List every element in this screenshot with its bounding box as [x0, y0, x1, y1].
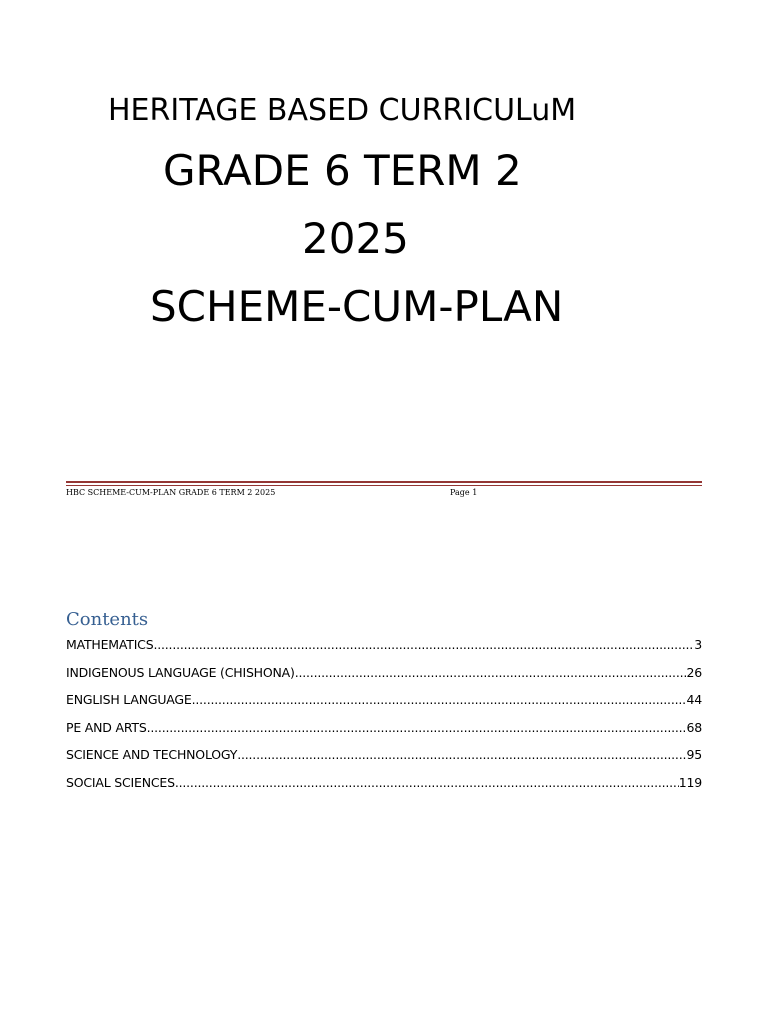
toc-entry-page-number: 68	[686, 719, 702, 735]
toc-entry-label: MATHEMATICS	[66, 637, 154, 652]
toc-entry-page-number: 3	[694, 637, 702, 652]
toc-entry-label: SOCIAL SCIENCES	[66, 774, 175, 790]
toc-entry[interactable]	[66, 747, 702, 775]
toc-entry-label: SCIENCE AND TECHNOLOGY	[66, 747, 238, 763]
toc-entry[interactable]	[66, 637, 702, 665]
toc-entry-label: PE AND ARTS	[66, 719, 147, 735]
footer-rule-thin	[66, 485, 702, 486]
toc-entry[interactable]	[66, 720, 702, 748]
toc-dot-leader	[295, 665, 687, 680]
document-title-line-2: GRADE 6 TERM 2	[163, 146, 522, 195]
footer-page-number: Page 1	[450, 488, 478, 497]
toc-dot-leader	[175, 775, 679, 790]
toc-entry[interactable]	[66, 775, 702, 803]
toc-entry-label: ENGLISH LANGUAGE	[66, 692, 192, 708]
toc-entry-page-number: 44	[686, 692, 702, 708]
toc-entry-page-number: 95	[686, 747, 702, 763]
table-of-contents	[66, 637, 702, 803]
toc-dot-leader	[237, 747, 686, 762]
toc-entry-page-number: 26	[686, 664, 702, 680]
footer-rule-thick	[66, 481, 702, 483]
toc-entry-label: INDIGENOUS LANGUAGE (CHISHONA)	[66, 664, 295, 680]
toc-heading: Contents	[66, 609, 149, 630]
document-title-year: 2025	[302, 214, 409, 263]
toc-entry-page-number: 119	[678, 774, 702, 790]
toc-entry[interactable]	[66, 692, 702, 720]
document-title-line-4: SCHEME-CUM-PLAN	[150, 282, 564, 331]
toc-dot-leader	[192, 692, 687, 707]
toc-dot-leader	[147, 720, 687, 735]
toc-dot-leader	[153, 637, 694, 652]
document-title-line-1: HERITAGE BASED CURRICULuM	[108, 93, 577, 128]
toc-entry[interactable]	[66, 665, 702, 693]
footer-title: HBC SCHEME-CUM-PLAN GRADE 6 TERM 2 2025	[66, 488, 276, 497]
